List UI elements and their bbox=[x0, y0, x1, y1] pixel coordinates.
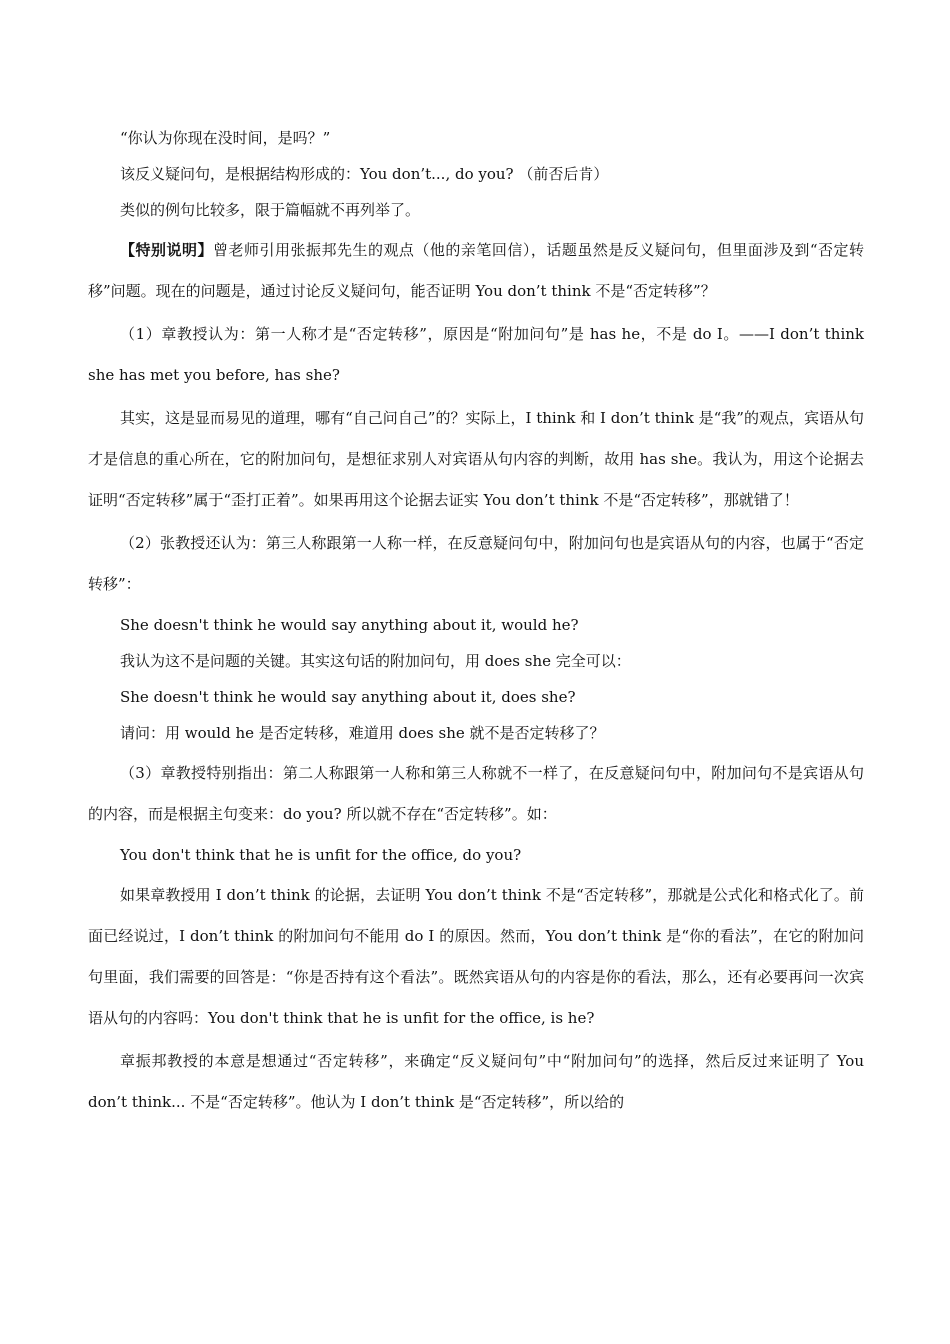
special-note-label: 【特别说明】 bbox=[120, 241, 213, 259]
example-sentence-1: She doesn't think he would say anything about it, would he? bbox=[120, 616, 579, 634]
paragraph-14: 章振邦教授的本意是想通过“否定转移”，来确定“反义疑问句”中“附加问句”的选择，然后反过来证明了 You don’t think... 不是“否定转移”。他认为 I don’t think 是“否定转移”，所以给的 bbox=[88, 1052, 864, 1111]
paragraph-5: 其实，这是显而易见的道理，哪有“自己问自己”的？实际上，I think 和 I don’t think 是“我”的观点，宾语从句才是信息的重心所在，它的附加问句，是想征求别人对宾语从句内容的判断，故用 has she。我认为，用这个论据去证明“否定转移”属于“歪打正着”。如果再用这个论据去证实 You don’t think 不是“否定转移”，那就错了！ bbox=[88, 409, 864, 509]
paragraph-8: 我认为这不是问题的关键。其实这句话的附加问句，用 does she 完全可以： bbox=[120, 652, 631, 670]
paragraph-3: 类似的例句比较多，限于篇幅就不再列举了。 bbox=[120, 201, 421, 219]
special-note-paragraph bbox=[88, 230, 864, 312]
paragraph-point-2: （2）张教授还认为：第三人称跟第一人称一样，在反意疑问句中，附加问句也是宾语从句的内容，也属于“否定转移”： bbox=[88, 534, 864, 593]
example-sentence-2: She doesn't think he would say anything about it, does she? bbox=[120, 688, 576, 706]
paragraph-2: 该反义疑问句，是根据结构形成的：You don’t..., do you? （前否后肯） bbox=[120, 165, 609, 183]
document-body bbox=[88, 120, 864, 1123]
special-note-text: 曾老师引用张振邦先生的观点（他的亲笔回信），话题虽然是反义疑问句，但里面涉及到“否定转移”问题。现在的问题是，通过讨论反义疑问句，能否证明 You don’t think 不是“否定转移”？ bbox=[88, 241, 864, 300]
paragraph-13: 如果章教授用 I don’t think 的论据，去证明 You don’t think 不是“否定转移”，那就是公式化和格式化了。前面已经说过，I don’t think 的附加问句不能用 do I 的原因。然而，You don’t think 是“你的看法”，在它的附加问句里面，我们需要的回答是：“你是否持有这个看法”。既然宾语从句的内容是你的看法，那么，还有必要再问一次宾语从句的内容吗：You don't think that he is unfit for the office, is he? bbox=[88, 886, 864, 1027]
paragraph-point-3: （3）章教授特别指出：第二人称跟第一人称和第三人称就不一样了，在反意疑问句中，附加问句不是宾语从句的内容，而是根据主句变来：do you? 所以就不存在“否定转移”。如： bbox=[88, 764, 864, 823]
example-sentence-3: You don't think that he is unfit for the office, do you? bbox=[120, 846, 522, 864]
paragraph-point-1: （1）章教授认为：第一人称才是“否定转移”，原因是“附加问句”是 has he，不是 do I。——I don’t think she has met you before, has she? bbox=[88, 325, 864, 384]
paragraph-1: “你认为你现在没时间，是吗？” bbox=[120, 129, 331, 147]
paragraph-10: 请问：用 would he 是否定转移，难道用 does she 就不是否定转移了？ bbox=[120, 724, 605, 742]
